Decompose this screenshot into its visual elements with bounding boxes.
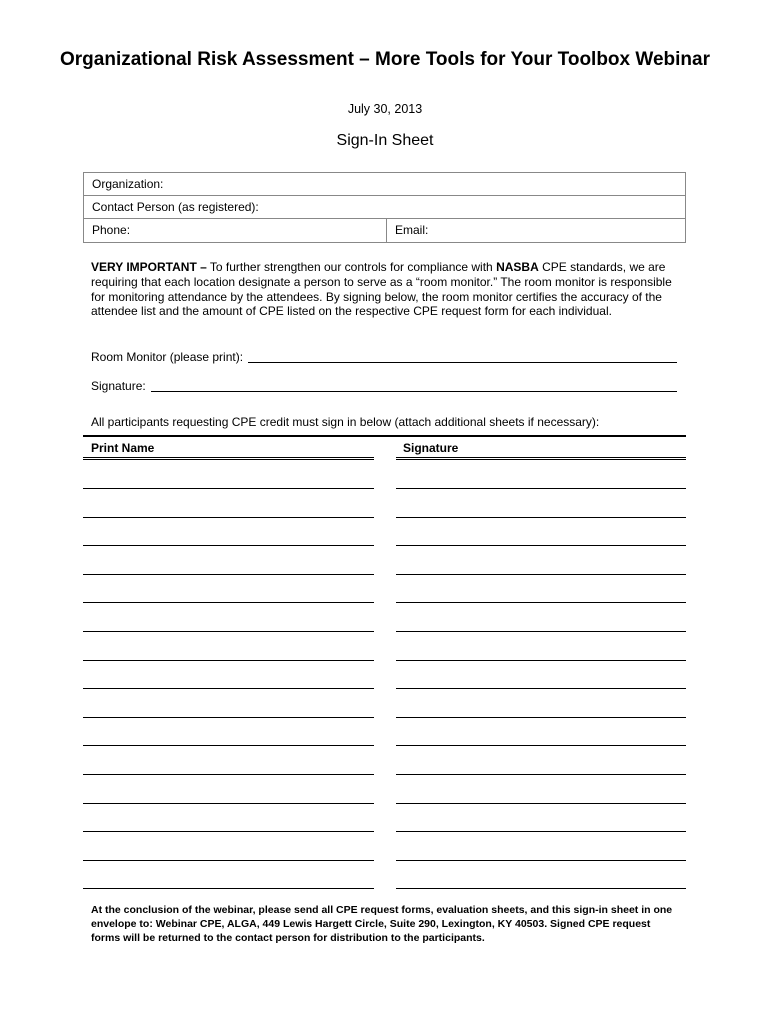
- document-subtitle: Sign-In Sheet: [336, 132, 434, 149]
- document-title: Organizational Risk Assessment – More Tools for Your Toolbox Webinar: [60, 49, 710, 70]
- print-name-line[interactable]: [83, 745, 374, 746]
- contact-person-label: Contact Person (as registered):: [92, 200, 259, 214]
- signature-row-line[interactable]: [396, 488, 686, 489]
- print-name-header: Print Name: [91, 441, 155, 455]
- signature-row-line[interactable]: [396, 660, 686, 661]
- signature-row-line[interactable]: [396, 803, 686, 804]
- print-name-line[interactable]: [83, 545, 374, 546]
- email-label: Email:: [395, 223, 429, 237]
- email-field[interactable]: [386, 219, 685, 243]
- print-name-line[interactable]: [83, 488, 374, 489]
- footer-instructions: At the conclusion of the webinar, please send all CPE request forms, evaluation sheets, and this sign-in sheet in one envelope to: Webinar CPE, ALGA, 449 Lewis Hargett Circle, Suite 290, Lexington, KY 40503. Signed CPE request forms will be returned to the contact person for distribution to the participants.: [91, 904, 673, 944]
- phone-label: Phone:: [92, 223, 131, 237]
- signature-row-line[interactable]: [396, 745, 686, 746]
- room-monitor-line: [91, 350, 243, 364]
- room-monitor-label: Room Monitor (please print):: [91, 350, 244, 364]
- signature-row-line[interactable]: [396, 888, 686, 889]
- signature-header-rule: [396, 457, 686, 460]
- notice-lead: VERY IMPORTANT –: [91, 260, 207, 274]
- print-name-line[interactable]: [83, 803, 374, 804]
- signature-input-line[interactable]: [151, 391, 677, 392]
- notice-text-2: CPE standards, we are requiring that each location designate a person to serve as a “room monitor.” The room monitor is responsible for monitoring attendance by the attendees. By signing below, the room monitor certifies the accuracy of the attendee list and the amount of CPE listed on the respective CPE request form for each individual.: [91, 260, 672, 319]
- signature-row-line[interactable]: [396, 860, 686, 861]
- print-name-line[interactable]: [83, 574, 374, 575]
- room-monitor-input-line[interactable]: [248, 362, 677, 363]
- notice-nasba: NASBA: [496, 260, 539, 274]
- notice-text-1: To further strengthen our controls for compliance with: [206, 260, 497, 274]
- document-date: July 30, 2013: [347, 102, 423, 116]
- signature-label: Signature:: [91, 379, 146, 393]
- organization-label: Organization:: [92, 177, 164, 191]
- print-name-line[interactable]: [83, 517, 374, 518]
- print-name-header-rule: [83, 457, 374, 460]
- table-top-rule: [83, 435, 686, 437]
- print-name-line[interactable]: [83, 688, 374, 689]
- signature-row-line[interactable]: [396, 831, 686, 832]
- print-name-line[interactable]: [83, 860, 374, 861]
- print-name-line[interactable]: [83, 831, 374, 832]
- signature-row-line[interactable]: [396, 631, 686, 632]
- signature-row-line[interactable]: [396, 717, 686, 718]
- print-name-line[interactable]: [83, 774, 374, 775]
- signature-row-line[interactable]: [396, 517, 686, 518]
- contact-person-field[interactable]: [84, 196, 685, 219]
- signature-row-line[interactable]: [396, 574, 686, 575]
- organization-field[interactable]: [84, 173, 685, 196]
- signature-row-line[interactable]: [396, 545, 686, 546]
- contact-info-box: [83, 172, 686, 243]
- signature-row-line[interactable]: [396, 774, 686, 775]
- print-name-line[interactable]: [83, 717, 374, 718]
- sign-in-instructions: All participants requesting CPE credit must sign in below (attach additional sheets if necessary):: [91, 415, 600, 429]
- print-name-line[interactable]: [83, 660, 374, 661]
- print-name-line[interactable]: [83, 631, 374, 632]
- important-notice: [91, 260, 681, 319]
- print-name-line[interactable]: [83, 888, 374, 889]
- phone-email-row: [84, 219, 685, 243]
- print-name-line[interactable]: [83, 602, 374, 603]
- signature-line: [91, 379, 146, 393]
- signature-header: Signature: [403, 441, 459, 455]
- signature-row-line[interactable]: [396, 602, 686, 603]
- signature-row-line[interactable]: [396, 688, 686, 689]
